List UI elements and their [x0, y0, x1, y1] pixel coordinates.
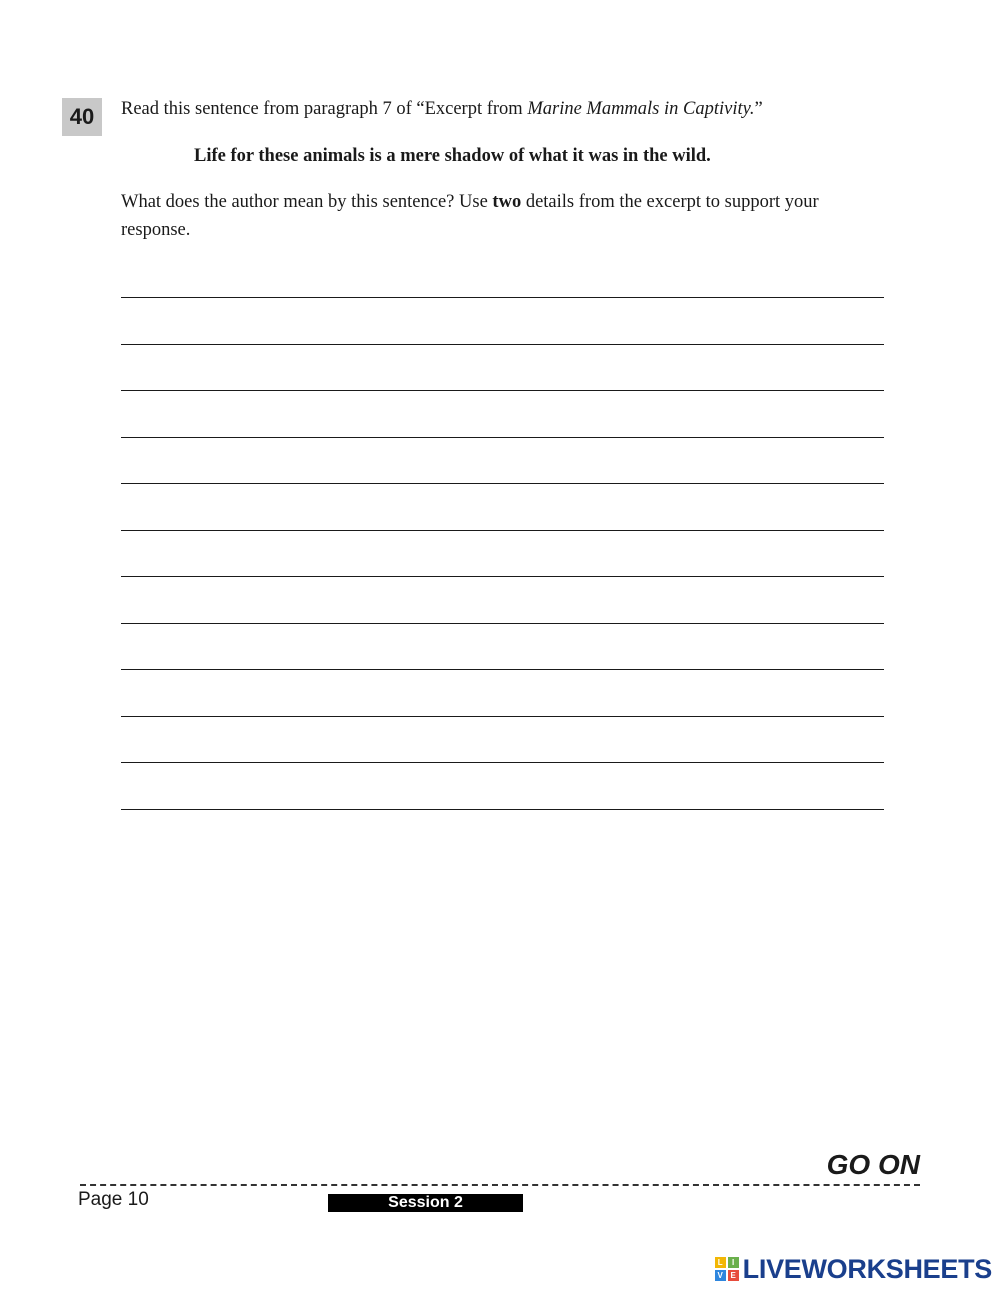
answer-line[interactable]	[121, 483, 884, 484]
answer-area[interactable]	[121, 297, 884, 855]
liveworksheets-logo-icon	[715, 1257, 739, 1281]
liveworksheets-brand	[715, 1254, 992, 1284]
logo-tile: L	[715, 1257, 726, 1268]
answer-line[interactable]	[121, 344, 884, 345]
question-prompt	[121, 96, 901, 122]
question-text	[121, 188, 881, 244]
answer-line[interactable]	[121, 390, 884, 391]
answer-line[interactable]	[121, 437, 884, 438]
brand-name: LIVEWORKSHEETS	[742, 1253, 992, 1284]
answer-line[interactable]	[121, 297, 884, 298]
answer-line[interactable]	[121, 762, 884, 763]
go-on-label: GO ON	[826, 1149, 920, 1180]
prompt-text-after: ”	[754, 99, 763, 119]
logo-tile: E	[728, 1270, 739, 1281]
answer-line[interactable]	[121, 716, 884, 717]
page-number: Page 10	[78, 1189, 149, 1210]
question-emphasis: two	[492, 192, 522, 212]
logo-tile: V	[715, 1270, 726, 1281]
answer-line[interactable]	[121, 623, 884, 624]
quoted-sentence: Life for these animals is a mere shadow of what it was in the wild.	[194, 146, 711, 166]
prompt-text-before: Read this sentence from paragraph 7 of “Excerpt from	[121, 99, 528, 119]
question-number: 40	[62, 98, 102, 136]
question-text-before: What does the author mean by this sentence? Use	[121, 192, 493, 212]
footer-divider	[80, 1184, 920, 1186]
prompt-title: Marine Mammals in Captivity.	[527, 99, 755, 119]
answer-line[interactable]	[121, 530, 884, 531]
question-text-after: details from the excerpt to support your response.	[121, 192, 819, 240]
logo-tile: I	[728, 1257, 739, 1268]
answer-line[interactable]	[121, 576, 884, 577]
answer-line[interactable]	[121, 809, 884, 810]
session-label: Session 2	[328, 1194, 523, 1212]
answer-line[interactable]	[121, 669, 884, 670]
